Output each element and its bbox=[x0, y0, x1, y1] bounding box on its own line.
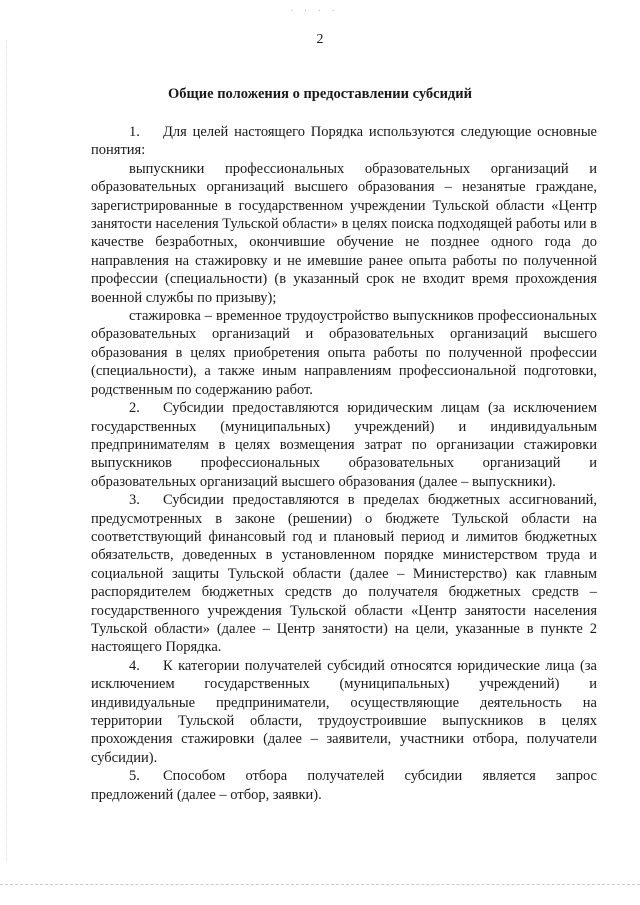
paragraph-5 bbox=[91, 767, 597, 804]
paragraph-4 bbox=[91, 657, 597, 767]
paragraph-text: Способом отбора получателей субсидии является запрос предложений (далее – отбор, заявки). bbox=[91, 768, 597, 803]
paragraph-text: Для целей настоящего Порядка используются следующие основные понятия: bbox=[91, 124, 597, 159]
paragraph-number: 4. bbox=[129, 657, 140, 674]
paragraph-text: Субсидии предоставляются юридическим лицам (за исключением государственных (муниципальных) учреждений) и индивидуальным предпринимателям в целях возмещения затрат по организации стажировки выпускников профессиональных образовательных организаций и образовательных организаций высшего образования (далее – выпускники). bbox=[91, 400, 597, 490]
scan-edge-artifact bbox=[6, 40, 8, 860]
paragraph-2 bbox=[91, 399, 597, 491]
page-number: 2 bbox=[316, 32, 324, 47]
definition-internship bbox=[91, 307, 597, 399]
paragraph-number: 2. bbox=[129, 400, 140, 417]
paragraph-number: 1. bbox=[129, 124, 140, 140]
paragraph-text: выпускники профессиональных образовательных организаций и образовательных организаций высшего образования – незанятые граждане, зарегистрированные в государственном учреждении Тульской области «Центр занятости населения Тульской области» в целях поиска подходящей работы или в качестве безработных, окончившие обучение не позднее одного года до направления на стажировку и не имевшие ранее опыта работы по полученной профессии (специальности) (в указанный срок не входит время прохождения военной службы по призыву); bbox=[91, 160, 597, 306]
paragraph-text: Субсидии предоставляются в пределах бюджетных ассигнований, предусмотренных в законе (решении) о бюджете Тульской области на соответствующий финансовый год и плановый период и лимитов бюджетных обязательств, доведенных в установленном порядке министерством труда и социальной защиты Тульской области (далее – Министерство) как главным распорядителем бюджетных средств до получателя бюджетных средств – государственного учреждения Тульской области «Центр занятости населения Тульской области» (далее – Центр занятости) на цели, указанные в пункте 2 настоящего Порядка. bbox=[91, 492, 597, 656]
paragraph-number: 5. bbox=[129, 768, 140, 785]
section-heading: Общие положения о предоставлении субсидий bbox=[168, 86, 472, 102]
paragraph-1 bbox=[91, 123, 597, 160]
definition-graduates bbox=[91, 160, 597, 307]
paragraph-text: К категории получателей субсидий относятся юридические лица (за исключением государственных (муниципальных) учреждений) и индивидуальные предприниматели, осуществляющие деятельность на территории Тульской области, трудоустроившие выпускников в целях прохождения стажировки (далее – заявители, участники отбора, получатели субсидии). bbox=[91, 657, 597, 766]
paragraph-text: стажировка – временное трудоустройство выпускников профессиональных образовательных организаций и образовательных организаций высшего образования в целях приобретения опыта работы по полученной профессии (специальности), а также иным направлениям профессиональной подготовки, родственным по содержанию работ. bbox=[91, 308, 597, 398]
paragraph-number: 3. bbox=[129, 492, 140, 509]
document-body bbox=[91, 123, 597, 804]
scan-bottom-artifact bbox=[0, 884, 640, 886]
scan-artifact: · · · · bbox=[290, 6, 339, 17]
paragraph-3 bbox=[91, 491, 597, 657]
